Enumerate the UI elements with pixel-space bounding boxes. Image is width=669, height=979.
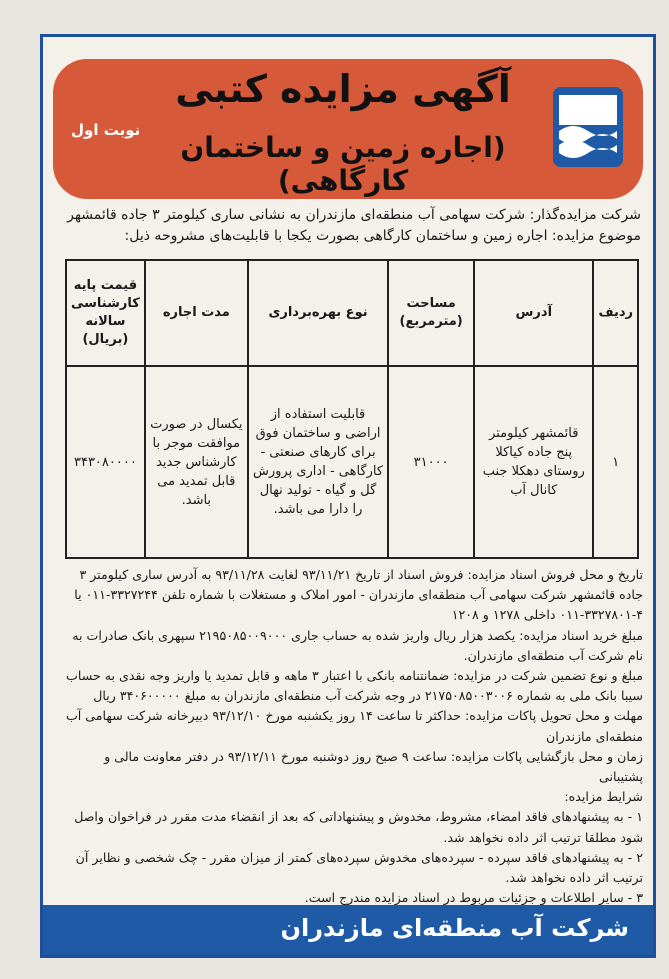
table-header-row (66, 260, 638, 366)
paragraph-condition-3: ۳ - سایر اطلاعات و جزئیات مربوط در اسناد مزایده مندرج است. (304, 890, 643, 906)
header-banner (53, 59, 643, 199)
auction-table (65, 259, 639, 559)
cell-duration: یکسال در صورت موافقت موجر با کارشناس جدید قابل تمدید می باشد. (145, 366, 248, 558)
header-usage: نوع بهره‌برداری (248, 260, 388, 366)
organizer-line: شرکت مزایده‌گذار: شرکت سهامی آب منطقه‌ای مازندران به نشانی ساری کیلومتر ۳ جاده قائمشهر (67, 207, 641, 223)
table-row (66, 366, 638, 558)
paragraph-deadline: مهلت و محل تحویل پاکات مزایده: حداکثر تا ساعت ۱۴ روز یکشنبه مورخ ۹۳/۱۲/۱۰ دبیرخانه شرکت سهامی آب منطقه‌ای مازندران (65, 708, 643, 744)
paragraph-doc-price: مبلغ خرید اسناد مزایده: یکصد هزار ریال واریز شده به حساب جاری ۲۱۹۵۰۸۵۰۰۹۰۰۰ سپهری بانک صادرات به نام شرکت آب منطقه‌ای مازندران. (72, 627, 643, 663)
page-subtitle: (اجاره زمین و ساختمان کارگاهی) (180, 131, 506, 197)
header-area: مساحت (مترمربع) (388, 260, 474, 366)
cell-address: قائمشهر کیلومتر پنج جاده کیاکلا روستای دهکلا جنب کانال آب (474, 366, 593, 558)
footer-org-name: شرکت آب منطقه‌ای مازندران (280, 914, 629, 942)
water-wave-logo-icon (553, 87, 623, 167)
edition-badge: نوبت اول (71, 121, 141, 139)
cell-row-no: ۱ (593, 366, 638, 558)
cell-usage: قابلیت استفاده از اراضی و ساختمان فوق برای کارهای صنعتی - کارگاهی - اداری پرورش گل و گیاه - تولید نهال را دارا می باشد. (248, 366, 388, 558)
advertisement-page (40, 34, 656, 958)
paragraph-conditions-title: شرایط مزایده: (564, 789, 643, 805)
paragraph-condition-1: ۱ - به پیشنهادهای فاقد امضاء، مشروط، مخدوش و پیشنهاداتی که بعد از انقضاء مدت مقرر در فراخوان واصل شود مطلقا ترتیب اثر داده نخواهد شد. (74, 809, 643, 845)
intro-text (61, 205, 641, 247)
cell-area: ۳۱۰۰۰ (388, 366, 474, 558)
page-title: آگهی مزایده کتبی (175, 67, 511, 111)
paragraph-guarantee: مبلغ و نوع تضمین شرکت در مزایده: ضمانتنامه بانکی با اعتبار ۳ ماهه و قابل تمدید یا واریز وجه نقدی به حساب سیبا بانک ملی به شماره ۲۱۷۵۰۸۵۰۰۳۰۰۶ در وجه شرکت آب منطقه‌ای مازندران به مبلغ ۳۴۰۶۰۰۰۰۰ ریال (66, 668, 643, 704)
subject-line: موضوع مزایده: اجاره زمین و ساختمان کارگاهی بصورت یکجا با قابلیت‌های مشروحه ذیل: (124, 228, 641, 244)
paragraph-sale-docs: تاریخ و محل فروش اسناد مزایده: فروش اسناد از تاریخ ۹۳/۱۱/۲۱ لغایت ۹۳/۱۱/۲۸ به آدرس ساری کیلومتر ۳ جاده قائمشهر شرکت سهامی آب منطقه‌ای مازندران - امور املاک و مستغلات با شماره تلفن ۳۳۲۷۲۴۴-۰۱۱ یا ۴-۳۳۲۷۸۰۱-۰۱۱ داخلی ۱۲۷۸ و ۱۲۰۸ (74, 567, 643, 623)
header-price: قیمت پایه کارشناسی سالانه (بریال) (66, 260, 145, 366)
paragraph-condition-2: ۲ - به پیشنهادهای فاقد سپرده - سپرده‌های مخدوش سپرده‌های کمتر از میزان مقرر - چک شخصی و نظایر آن ترتیب اثر داده نخواهد شد. (75, 849, 643, 886)
cell-price: ۳۴۳۰۸۰۰۰۰ (66, 366, 145, 558)
logo-graphic (553, 87, 623, 167)
auction-details (59, 565, 643, 908)
footer-banner (43, 905, 653, 955)
header-row-no: ردیف (593, 260, 638, 366)
header-address: آدرس (474, 260, 593, 366)
header-duration: مدت اجاره (145, 260, 248, 366)
paragraph-opening: زمان و محل بازگشایی پاکات مزایده: ساعت ۹ صبح روز دوشنبه مورخ ۹۳/۱۲/۱۱ در دفتر معاونت مالی و پشتیبانی (104, 748, 643, 785)
